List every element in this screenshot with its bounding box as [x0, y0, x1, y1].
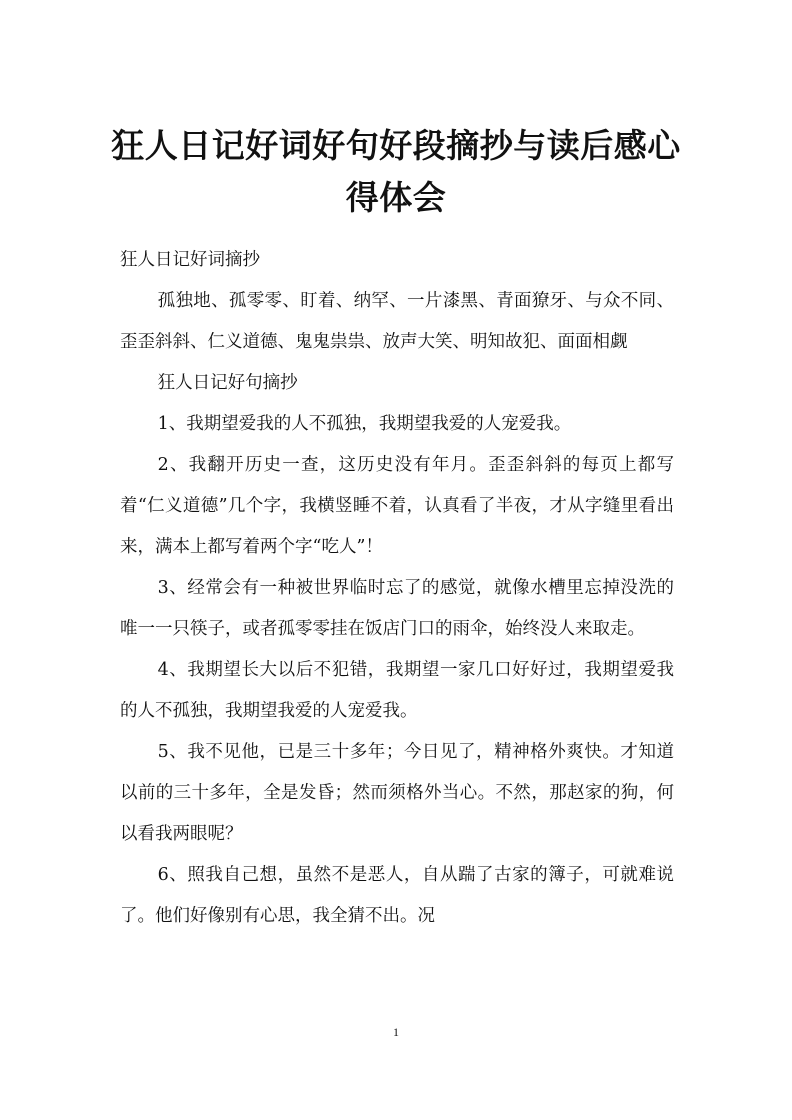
document-title: 狂人日记好词好句好段摘抄与读后感心得体会: [111, 126, 681, 217]
paragraph-quote-4: 4、我期望长大以后不犯错，我期望一家几口好好过，我期望爱我的人不孤独，我期望我爱的人宠爱我。: [120, 660, 674, 721]
section-heading-words: 狂人日记好词摘抄: [120, 250, 260, 270]
paragraph-quote-2: 2、我翻开历史一查，这历史没有年月。歪歪斜斜的每页上都写着“仁义道德”几个字，我横竖睡不着，认真看了半夜，才从字缝里看出来，满本上都写着两个字“吃人”！: [120, 455, 674, 557]
page-number: 1: [393, 1025, 399, 1039]
paragraph-quote-6: 6、照我自己想，虽然不是恶人，自从踹了古家的簿子，可就难说了。他们好像别有心思，我全猜不出。况: [120, 865, 674, 926]
section-heading-sentences: 狂人日记好句摘抄: [157, 373, 298, 393]
paragraph-quote-3: 3、经常会有一种被世界临时忘了的感觉，就像水槽里忘掉没洗的唯一一只筷子，或者孤零零挂在饭店门口的雨伞，始终没人来取走。: [120, 578, 674, 639]
paragraph-quote-5: 5、我不见他，已是三十多年；今日见了，精神格外爽快。才知道以前的三十多年，全是发昏；然而须格外当心。不然，那赵家的狗，何以看我两眼呢？: [120, 742, 674, 844]
paragraph-word-list: 孤独地、孤零零、盯着、纳罕、一片漆黑、青面獠牙、与众不同、歪歪斜斜、仁义道德、鬼鬼祟祟、放声大笑、明知故犯、面面相觑: [120, 291, 674, 352]
paragraph-quote-1: 1、我期望爱我的人不孤独，我期望我爱的人宠爱我。: [157, 414, 572, 434]
document-body: [120, 240, 674, 937]
